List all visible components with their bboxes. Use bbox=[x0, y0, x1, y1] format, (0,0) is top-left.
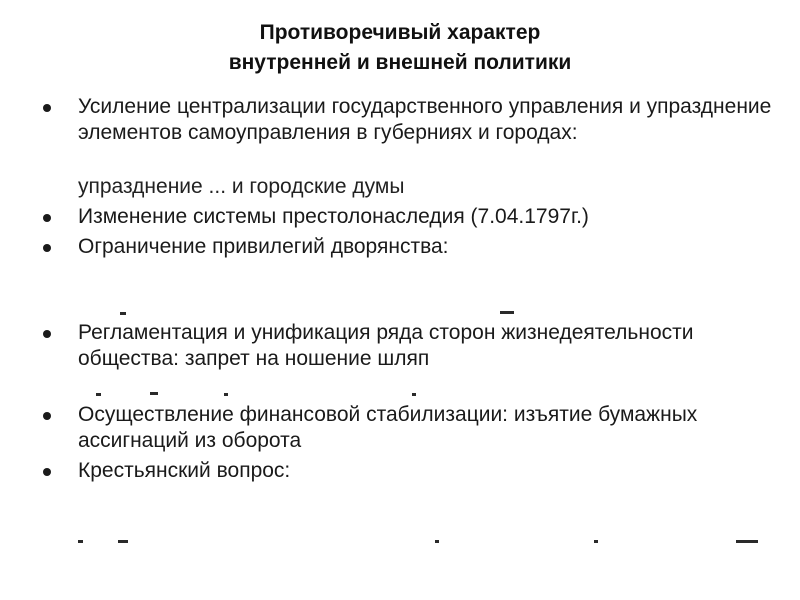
list-item bbox=[40, 234, 780, 260]
clipped-fragment bbox=[78, 540, 83, 543]
bullet-text: Регламентация и унификация ряда сторон жизнедеятельности общества: запрет на ношение шляп bbox=[78, 321, 694, 370]
bullet-text: Осуществление финансовой стабилизации: изъятие бумажных ассигнаций из оборота bbox=[78, 403, 698, 452]
bullet-dot-icon bbox=[43, 244, 51, 252]
clipped-fragment bbox=[736, 540, 758, 543]
bullet-dot-icon bbox=[43, 468, 51, 476]
list-item bbox=[40, 402, 780, 454]
clipped-fragment bbox=[412, 393, 416, 396]
clipped-text-line bbox=[78, 175, 548, 198]
clipped-fragment bbox=[118, 540, 128, 543]
clipped-fragment bbox=[224, 393, 228, 396]
title-line-2: внутренней и внешней политики bbox=[228, 51, 572, 74]
bullet-dot-icon bbox=[43, 104, 51, 112]
clipped-fragment bbox=[120, 312, 126, 315]
list-item bbox=[40, 458, 780, 484]
clipped-fragment bbox=[594, 540, 598, 543]
clipped-fragment bbox=[435, 540, 439, 543]
list-item bbox=[40, 94, 780, 146]
clipped-fragment bbox=[96, 393, 101, 396]
list-item bbox=[40, 204, 780, 230]
bullet-text: Изменение системы престолонаследия (7.04.1797г.) bbox=[78, 205, 589, 228]
clipped-fragment bbox=[500, 311, 514, 314]
bullet-dot-icon bbox=[43, 214, 51, 222]
bullet-dot-icon bbox=[43, 330, 51, 338]
bullet-text: Ограничение привилегий дворянства: bbox=[78, 235, 449, 258]
list-item bbox=[40, 320, 780, 372]
clipped-text: упразднение ... и городские думы bbox=[78, 175, 405, 198]
title-line-1: Противоречивый характер bbox=[259, 21, 541, 44]
bullet-text: Усиление централизации государственного управления и упразднение элементов самоуправления в губерниях и городах: bbox=[78, 95, 772, 144]
bullet-dot-icon bbox=[43, 412, 51, 420]
bullet-text: Крестьянский вопрос: bbox=[78, 459, 291, 482]
clipped-fragment bbox=[150, 392, 158, 395]
slide-title bbox=[0, 18, 800, 78]
